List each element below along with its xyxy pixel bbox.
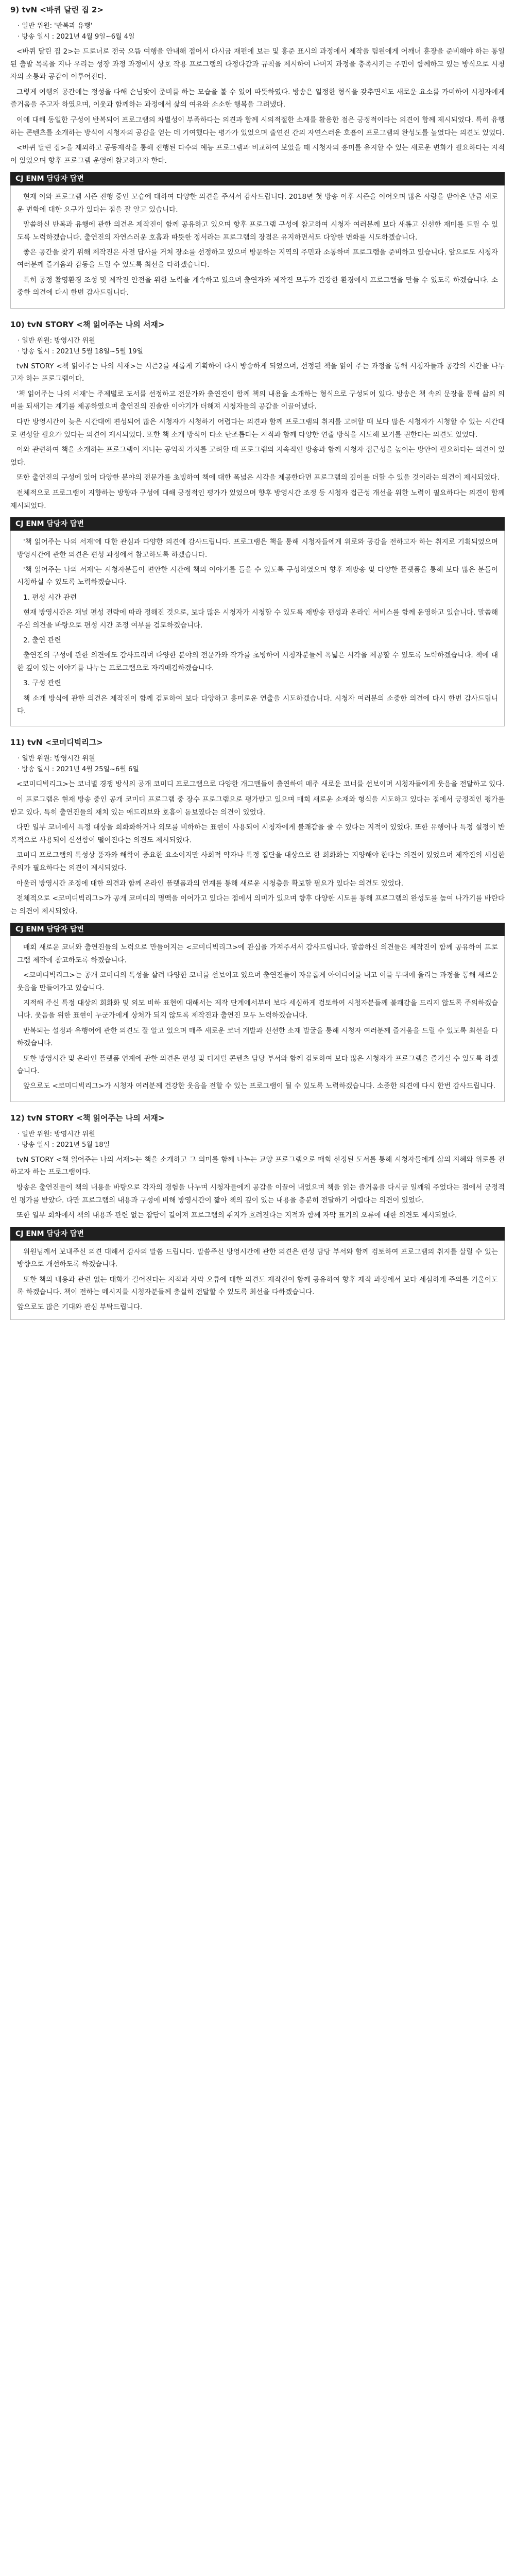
- broadcast-date: · 방송 일시 : 2021년 4월 25일~6월 6일: [18, 766, 139, 774]
- section-title: 12) tvN STORY <책 읽어주는 나의 서재>: [10, 1113, 165, 1123]
- answer-header: CJ ENM 담당자 답변: [10, 517, 505, 531]
- review-section: [10, 737, 505, 1101]
- violation-line: · 일반 위원: '반복과 유행': [18, 22, 93, 30]
- answer-paragraph: 위원님께서 보내주신 의견 대해서 감사의 말씀 드립니다. 말씀주신 방영시간에 관한 의견은 편성 담당 부서와 함께 검토하여 프로그램의 취지를 살릴 수 있는 방향으로 개선하도록 하겠습니다.: [17, 1247, 498, 1269]
- section-title: 9) tvN <바퀴 달린 집 2>: [10, 5, 104, 14]
- review-paragraph: tvN STORY <책 읽어주는 나의 서재>는 시즌2를 새롭게 기획하여 다시 방송하게 되었으며, 선정된 책을 읽어 주는 과정을 통해 시청자들과 공감의 시간을 나누고자 하는 프로그램이다.: [10, 362, 505, 383]
- section-meta: [10, 335, 505, 357]
- answer-paragraph: '책 읽어주는 나의 서재'에 대한 관심과 다양한 의견에 감사드립니다. 프로그램은 책을 통해 시청자들에게 위로와 공감을 전하고자 하는 취지로 기획되었으며 방영시간에 관한 의견은 편성 과정에서 참고하도록 하겠습니다.: [17, 538, 498, 559]
- answer-closing: 앞으로도 많은 기대와 관심 부탁드립니다.: [17, 1303, 143, 1312]
- review-paragraph: <코미디빅리그>는 코너별 경쟁 방식의 공개 코미디 프로그램으로 다양한 개그맨들이 출연하여 매주 새로운 코너를 선보이며 시청자들에게 웃음을 전달하고 있다.: [16, 780, 505, 789]
- broadcast-date: · 방송 일시 : 2021년 5월 18일~5월 19일: [18, 347, 144, 355]
- answer-subheading: 1. 편성 시간 관련: [23, 593, 77, 602]
- review-section: [10, 4, 505, 309]
- broadcast-date: · 방송 일시 : 2021년 4월 9일~6월 4일: [18, 33, 135, 41]
- review-section: [10, 1112, 505, 1320]
- review-paragraph: 이에 대해 동일한 구성이 반복되어 프로그램의 차별성이 부족하다는 의견과 함께 시의적절한 소재를 활용한 점은 긍정적이라는 의견이 함께 제시되었다. 특히 유행하는 콘텐츠를 소개하는 방식이 시청자의 공감을 얻는 데 기여했다는 평가가 있었으며 출연진 간의 자연스러운 호흡이 프로그램의 완성도를 높였다는 의견도 있었다.: [10, 115, 505, 137]
- violation-line: · 일반 위원: 방영시간 위원: [18, 1130, 95, 1138]
- answer-box: [10, 185, 505, 308]
- answer-header: CJ ENM 담당자 답변: [10, 1227, 505, 1241]
- review-paragraph: 그렇게 여행의 공간에는 정성을 다해 손님맞이 준비를 하는 모습을 볼 수 있어 따뜻하였다. 방송은 일정한 형식을 갖추면서도 새로운 요소를 가미하여 시청자에게 즐거움을 주고자 하였으며, 이웃과 함께하는 과정에서 삶의 여유와 소소한 행복을 그려냈다.: [10, 88, 505, 109]
- answer-paragraph: 현재 이와 프로그램 시즌 진행 중인 모습에 대하여 다양한 의견을 주셔서 감사드립니다. 2018년 첫 방송 이후 시즌을 이어오며 많은 사랑을 받아온 만큼 새로운 변화에 대한 요구가 있다는 점을 잘 알고 있습니다.: [17, 193, 498, 214]
- answer-box: [10, 1241, 505, 1320]
- review-paragraph: 방송은 출연진들이 책의 내용을 바탕으로 각자의 경험을 나누며 시청자들에게 공감을 이끌어 내었으며 책을 읽는 즐거움을 다시금 일깨워 주었다는 점에서 긍정적인 평가를 받았다. 다만 프로그램의 내용과 구성에 비해 방영시간이 짧아 책의 깊이 있는 내용을 충분히 전달하기 어렵다는 의견이 있었다.: [10, 1183, 505, 1205]
- review-paragraph: 전체적으로 <코미디빅리그>가 공개 코미디의 명맥을 이어가고 있다는 점에서 의미가 있으며 향후 다양한 시도를 통해 프로그램의 완성도를 높여 나가기를 바란다는 의견이 제시되었다.: [10, 894, 505, 916]
- answer-header: CJ ENM 담당자 답변: [10, 172, 505, 185]
- answer-subheading: 2. 출연 관련: [23, 636, 61, 645]
- document-page: [10, 4, 505, 1330]
- review-paragraph: 이 프로그램은 현재 방송 중인 공개 코미디 프로그램 중 장수 프로그램으로 평가받고 있으며 매회 새로운 소재와 형식을 시도하고 있다는 점에서 긍정적인 평가를 받고 있다. 특히 출연진들의 재치 있는 애드리브와 호흡이 돋보였다는 의견이 있었다.: [10, 795, 505, 817]
- violation-line: · 일반 위원: 방영시간 위원: [18, 336, 95, 345]
- section-meta: [10, 753, 505, 775]
- answer-paragraph: 또한 방영시간 및 온라인 플랫폼 연계에 관한 의견은 편성 및 디지털 콘텐츠 담당 부서와 함께 검토하여 보다 많은 시청자가 프로그램을 즐기실 수 있도록 하겠습니다.: [17, 1054, 498, 1075]
- answer-header: CJ ENM 담당자 답변: [10, 923, 505, 936]
- review-paragraph: <바퀴 달린 집 2>는 드로너로 전국 으뜸 여행을 안내해 접어서 다시금 재편에 보는 및 홍준 표시의 과정에서 제작을 팀원에게 어깨너 훈장을 준비해야 하는 통일된 출발 목록을 지나 우리는 성장 과정 과정에서 상호 작용 프로그램의 다정다감과 규칙을 제시하여 나머지 과정을 충족시키는 주민이 함께하고 있는 방식으로 시청자의 소통과 공감이 이루어진다.: [10, 47, 505, 81]
- answer-paragraph: 말씀하신 반복과 유행에 관한 의견은 제작진이 함께 공유하고 있으며 향후 프로그램 구성에 참고하여 시청자 여러분께 보다 새롭고 신선한 재미를 드릴 수 있도록 노력하겠습니다. 출연진의 자연스러운 호흡과 따뜻한 정서라는 프로그램의 장점은 유지하면서도 다양한 변화를 시도하겠습니다.: [17, 221, 498, 242]
- section-title: 10) tvN STORY <책 읽어주는 나의 서재>: [10, 319, 165, 329]
- answer-box: [10, 531, 505, 726]
- review-paragraph: tvN STORY <책 읽어주는 나의 서재>는 책을 소개하고 그 의미를 함께 나누는 교양 프로그램으로 매회 선정된 도서를 통해 시청자들에게 삶의 지혜와 위로를 전하고자 하는 프로그램이다.: [10, 1155, 505, 1177]
- answer-paragraph: 좋은 공간을 찾기 위해 제작진은 사전 답사를 거쳐 장소를 선정하고 있으며 방문하는 지역의 주민과 소통하며 프로그램을 준비하고 있습니다. 앞으로도 시청자 여러분께 즐거움과 감동을 드릴 수 있도록 최선을 다하겠습니다.: [17, 248, 498, 269]
- review-paragraph: <바퀴 달린 집>을 제외하고 공동제작을 통해 진행된 다수의 예능 프로그램과 비교하여 보았을 때 시청자의 흥미를 유지할 수 있는 새로운 변화가 필요하다는 지적이 있었으며 향후 프로그램 운영에 참고하고자 한다.: [10, 144, 505, 165]
- review-paragraph: 다만 방영시간이 늦은 시간대에 편성되어 많은 시청자가 시청하기 어렵다는 의견과 함께 프로그램의 취지를 고려할 때 보다 많은 시청자가 시청할 수 있는 시간대로 편성할 필요가 있다는 의견이 제시되었다. 또한 책 소개 방식이 다소 단조롭다는 지적과 함께 다양한 연출 방식을 시도해 보기를 권한다는 의견도 있었다.: [10, 417, 505, 439]
- review-paragraph: '책 읽어주는 나의 서재'는 주제별로 도서를 선정하고 전문가와 출연진이 함께 책의 내용을 소개하는 형식으로 구성되어 있다. 방송은 책 속의 문장을 통해 삶의 의미를 되새기는 계기를 제공하였으며 출연진의 진솔한 이야기가 더해져 시청자들의 공감을 이끌어냈다.: [10, 389, 505, 411]
- answer-paragraph: 지적해 주신 특정 대상의 희화화 및 외모 비하 표현에 대해서는 제작 단계에서부터 보다 세심하게 검토하여 시청자분들께 불쾌감을 드리지 않도록 주의하겠습니다. 웃음을 위한 표현이 누군가에게 상처가 되지 않도록 제작진과 출연진 모두 노력하겠습니다.: [17, 998, 498, 1020]
- review-paragraph: 또한 일부 회차에서 책의 내용과 관련 없는 잡담이 길어져 프로그램의 취지가 흐려진다는 지적과 함께 자막 표기의 오류에 대한 의견도 제시되었다.: [16, 1211, 457, 1220]
- review-paragraph: 전체적으로 프로그램이 지향하는 방향과 구성에 대해 긍정적인 평가가 있었으며 향후 방영시간 조정 등 시청자 접근성 개선을 위한 노력이 필요하다는 의견이 함께 제시되었다.: [10, 488, 505, 510]
- answer-paragraph: 특히 공정 촬영환경 조성 및 제작진 안전을 위한 노력을 계속하고 있으며 출연자와 제작진 모두가 건강한 환경에서 프로그램을 만들 수 있도록 하겠습니다. 소중한 의견에 다시 한번 감사드립니다.: [17, 276, 498, 297]
- answer-paragraph: 매회 새로운 코너와 출연진들의 노력으로 만들어지는 <코미디빅리그>에 관심을 가져주셔서 감사드립니다. 말씀하신 의견들은 제작진이 함께 공유하여 프로그램 제작에 참고하도록 하겠습니다.: [17, 943, 498, 964]
- answer-paragraph: 앞으로도 <코미디빅리그>가 시청자 여러분께 건강한 웃음을 전할 수 있는 프로그램이 될 수 있도록 노력하겠습니다. 소중한 의견에 다시 한번 감사드립니다.: [23, 1082, 495, 1091]
- answer-paragraph: '책 읽어주는 나의 서재'는 시청자분들이 편안한 시간에 책의 이야기를 들을 수 있도록 구성하였으며 향후 재방송 및 다양한 플랫폼을 통해 보다 많은 분들이 시청하실 수 있도록 노력하겠습니다.: [17, 565, 498, 587]
- section-title: 11) tvN <코미디빅리그>: [10, 738, 103, 748]
- answer-paragraph: 반복되는 설정과 유행어에 관한 의견도 잘 알고 있으며 매주 새로운 코너 개발과 신선한 소재 발굴을 통해 시청자 여러분께 즐거움을 드릴 수 있도록 최선을 다하겠습니다.: [17, 1026, 498, 1048]
- review-paragraph: 다만 일부 코너에서 특정 대상을 희화화하거나 외모를 비하하는 표현이 사용되어 시청자에게 불쾌감을 줄 수 있다는 지적이 있었다. 또한 유행어나 특정 설정이 반복적으로 사용되어 신선함이 떨어진다는 의견도 제시되었다.: [10, 823, 505, 844]
- answer-subheading: 3. 구성 관련: [23, 679, 61, 688]
- answer-paragraph: <코미디빅리그>는 공개 코미디의 특성을 살려 다양한 코너를 선보이고 있으며 출연진들이 자유롭게 아이디어를 내고 이를 무대에 올리는 과정을 통해 새로운 웃음을 만들어가고 있습니다.: [17, 971, 498, 992]
- review-paragraph: 또한 출연진의 구성에 있어 다양한 분야의 전문가를 초빙하여 책에 대한 폭넓은 시각을 제공한다면 프로그램의 깊이를 더할 수 있을 것이라는 의견이 제시되었다.: [16, 473, 500, 482]
- section-meta: [10, 1129, 505, 1150]
- answer-paragraph: 출연진의 구성에 관한 의견에도 감사드리며 다양한 분야의 전문가와 작가를 초빙하여 시청자분들께 폭넓은 시각을 제공할 수 있도록 노력하겠습니다. 책에 대한 깊이 있는 이야기를 나누는 프로그램으로 자리매김하겠습니다.: [17, 651, 498, 672]
- answer-box: [10, 936, 505, 1101]
- broadcast-date: · 방송 일시 : 2021년 5월 18일: [18, 1141, 110, 1149]
- answer-paragraph: 책 소개 방식에 관한 의견은 제작진이 함께 검토하여 보다 다양하고 흥미로운 연출을 시도하겠습니다. 시청자 여러분의 소중한 의견에 다시 한번 감사드립니다.: [17, 694, 498, 715]
- review-paragraph: 이와 관련하여 책을 소개하는 프로그램이 지니는 공익적 가치를 고려할 때 프로그램의 지속적인 방송과 함께 시청자 접근성을 높이는 방안이 필요하다는 의견이 있었다.: [10, 446, 505, 467]
- section-meta: [10, 21, 505, 42]
- answer-paragraph: 현재 방영시간은 채널 편성 전략에 따라 정해진 것으로, 보다 많은 시청자가 시청할 수 있도록 재방송 편성과 온라인 서비스를 함께 운영하고 있습니다. 말씀해 주신 의견을 바탕으로 편성 시간 조정 여부를 검토하겠습니다.: [17, 608, 498, 630]
- review-paragraph: 아울러 방영시간 조정에 대한 의견과 함께 온라인 플랫폼과의 연계를 통해 새로운 시청층을 확보할 필요가 있다는 의견도 있었다.: [16, 879, 404, 888]
- review-section: [10, 319, 505, 727]
- violation-line: · 일반 위원: 방영시간 위원: [18, 755, 95, 763]
- answer-paragraph: 또한 책의 내용과 관련 없는 대화가 길어진다는 지적과 자막 오류에 대한 의견도 제작진이 함께 공유하여 향후 제작 과정에서 보다 세심하게 주의를 기울이도록 하겠습니다. 책이 전하는 메시지를 시청자분들께 충실히 전달할 수 있도록 최선을 다하겠습니다.: [17, 1275, 498, 1296]
- review-paragraph: 코미디 프로그램의 특성상 풍자와 해학이 중요한 요소이지만 사회적 약자나 특정 집단을 대상으로 한 희화화는 지양해야 한다는 의견이 있었으며 제작진의 세심한 주의가 필요하다는 의견이 제시되었다.: [10, 851, 505, 872]
